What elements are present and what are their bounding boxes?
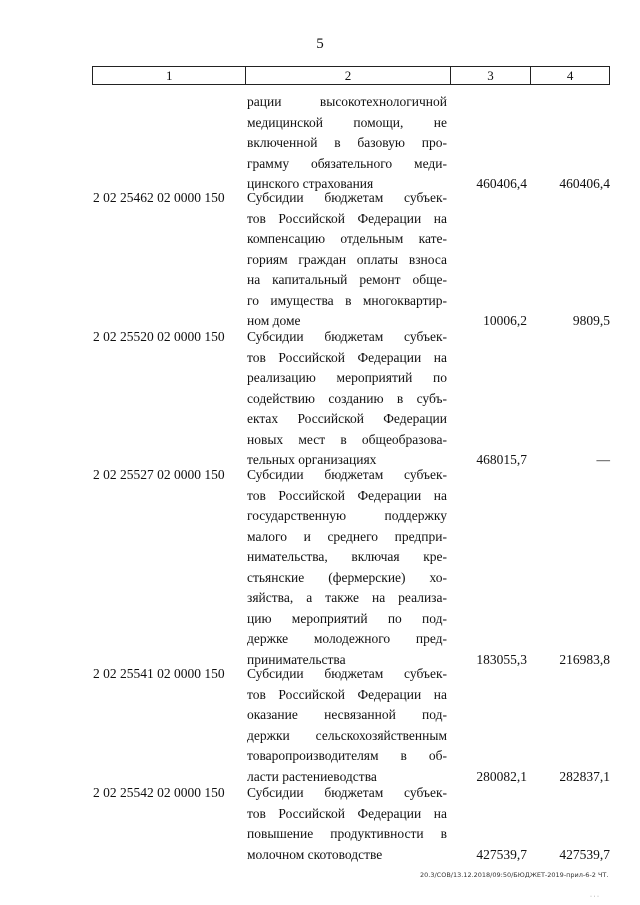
row-code: 2 02 25542 02 0000 150 — [93, 785, 225, 800]
description-line: ном доме — [247, 313, 301, 328]
description-line: включенной в базовую про- — [247, 135, 447, 150]
description-line: компенсацию отдельным кате- — [247, 231, 447, 246]
description-line: зяйства, а также на реализа- — [247, 590, 447, 605]
footer-note: 20.3/СОВ/13.12.2018/09:50/БЮДЖЕТ-2019-прил-6-2 ЧТ. — [420, 871, 609, 879]
description-line: Субсидии бюджетам субъек- — [247, 666, 447, 681]
description-line: держке молодежного пред- — [247, 631, 447, 646]
description-line: реализацию мероприятий по — [247, 370, 447, 385]
description-line: цию мероприятий по под- — [247, 610, 447, 626]
page-number: 5 — [316, 36, 324, 52]
description-line: нимательства, включая кре- — [247, 549, 447, 564]
description-line: содействию созданию в субъ- — [247, 390, 447, 406]
amount-col-4: 282837,1 — [559, 768, 610, 784]
row-code: 2 02 25520 02 0000 150 — [93, 329, 225, 344]
header-cell-4: 4 — [566, 68, 574, 83]
amount-col-4: 9809,5 — [572, 313, 610, 328]
description-line: малого и среднего предпри- — [247, 528, 447, 544]
description-line: на капитальный ремонт обще- — [247, 272, 447, 287]
description-line: тов Российской Федерации на — [247, 349, 447, 365]
description-line: Субсидии бюджетам субъек- — [247, 329, 447, 344]
amount-col-3: 280082,1 — [476, 768, 527, 784]
description-line: ектах Российской Федерации — [247, 411, 447, 426]
description-line: тов Российской Федерации на — [247, 210, 447, 226]
description-line: тельных организациях — [247, 452, 377, 467]
description-line: повышение продуктивности в — [247, 826, 447, 841]
description-line: молочном скотоводстве — [247, 846, 383, 862]
amount-col-4: 460406,4 — [559, 176, 610, 191]
description-line: Субсидии бюджетам субъек- — [247, 467, 447, 482]
description-line: рации высокотехнологичной — [247, 94, 447, 109]
amount-col-3: 10006,2 — [483, 313, 527, 328]
description-line: государственную поддержку — [247, 508, 447, 523]
amount-col-4: — — [596, 452, 610, 467]
description-line: стьянские (фермерские) хо- — [247, 569, 447, 585]
row-description — [247, 664, 447, 787]
amount-col-3: 427539,7 — [476, 846, 527, 862]
description-line: го имущества в многоквартир- — [247, 292, 447, 308]
description-line: новых мест в общеобразова- — [247, 431, 447, 447]
description-line: тов Российской Федерации на — [247, 805, 447, 821]
header-cell-2: 2 — [246, 67, 450, 84]
description-line: Субсидии бюджетам субъек- — [247, 190, 447, 205]
row-code: 2 02 25527 02 0000 150 — [93, 467, 225, 482]
row-code: 2 02 25462 02 0000 150 — [93, 190, 225, 205]
description-line: тов Российской Федерации на — [247, 487, 447, 503]
amount-col-3: 468015,7 — [476, 452, 527, 467]
table-header — [92, 66, 610, 85]
amount-col-3: 460406,4 — [476, 176, 527, 191]
header-cell-3: 3 — [451, 67, 532, 84]
row-description — [247, 188, 447, 332]
row-description — [247, 783, 447, 865]
description-line: оказание несвязанной под- — [247, 707, 447, 722]
description-line: товаропроизводителям в об- — [247, 748, 447, 763]
description-line: медицинской помощи, не — [247, 114, 447, 130]
amount-col-3: 183055,3 — [476, 651, 527, 667]
corner-mark: · · · — [590, 894, 599, 900]
row-description — [247, 327, 447, 471]
description-line: принимательства — [247, 651, 346, 667]
amount-col-4: 427539,7 — [559, 846, 610, 862]
description-line: ласти растениеводства — [247, 768, 377, 784]
description-line: грамму обязательного меди- — [247, 155, 447, 171]
header-cell-1: 1 — [93, 67, 246, 84]
description-line: тов Российской Федерации на — [247, 686, 447, 702]
row-code: 2 02 25541 02 0000 150 — [93, 666, 225, 681]
description-line: держки сельскохозяйственным — [247, 727, 447, 743]
description-line: Субсидии бюджетам субъек- — [247, 785, 447, 800]
row-description — [247, 92, 447, 195]
description-line: цинского страхования — [247, 176, 374, 191]
amount-col-4: 216983,8 — [559, 651, 610, 667]
description-line: гориям граждан оплаты взноса — [247, 251, 447, 267]
row-description — [247, 465, 447, 670]
